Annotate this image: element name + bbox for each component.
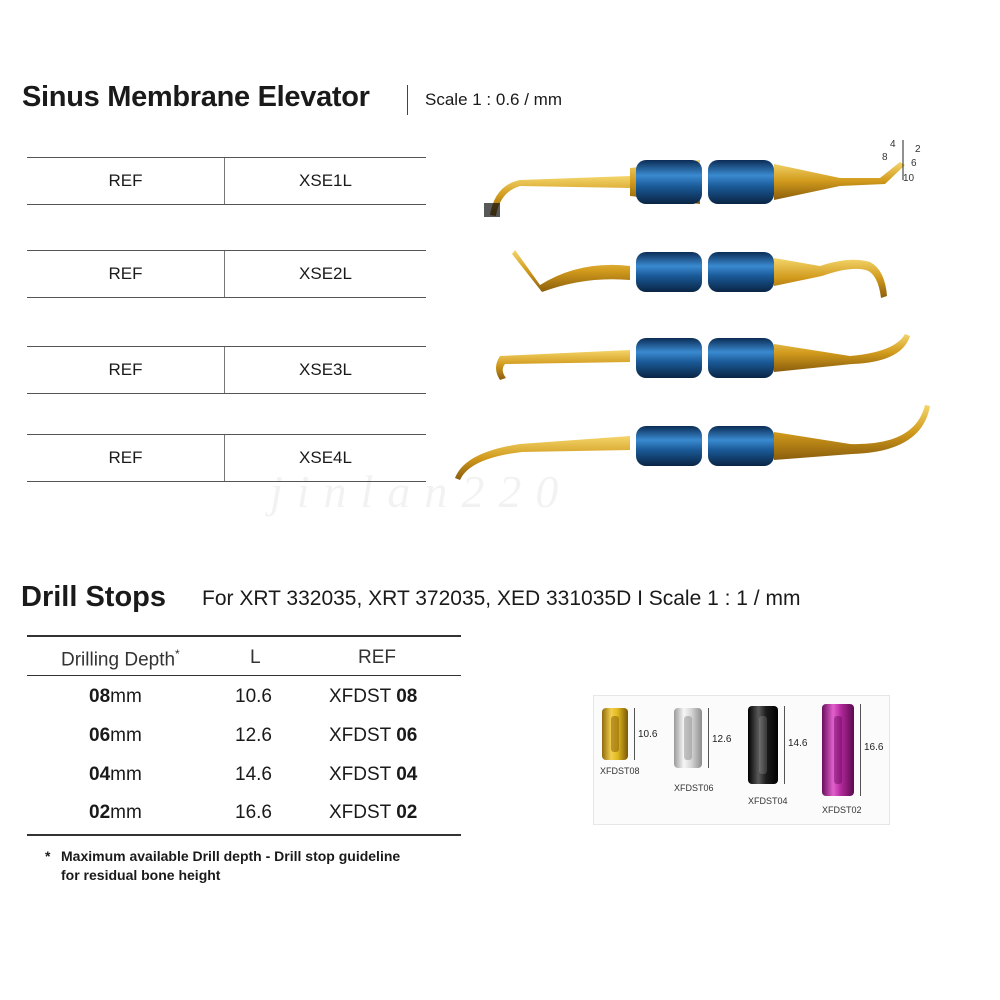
drill-stop-xfdst04 <box>748 706 778 784</box>
table-bottom-rule <box>27 834 461 836</box>
depth-cell: 04mm <box>89 764 142 785</box>
ref-cell: XFDST 04 <box>329 764 418 785</box>
ref-label: REF <box>27 435 225 481</box>
stop-label-08: XFDST08 <box>600 766 640 776</box>
l-cell: 12.6 <box>235 725 272 746</box>
stop-length-06: 12.6 <box>712 734 732 745</box>
table-top-rule <box>27 635 461 637</box>
footnote-mark: * <box>175 647 180 661</box>
instrument-xse3l <box>496 334 910 380</box>
ref-label: REF <box>27 158 225 204</box>
stop-label-02: XFDST02 <box>822 805 862 815</box>
col-header-depth <box>61 647 180 671</box>
ref-code: XSE2L <box>299 264 352 283</box>
elevator-title: Sinus Membrane Elevator <box>22 81 370 113</box>
tip-mark-2: 2 <box>915 144 921 155</box>
depth-cell: 08mm <box>89 686 142 707</box>
footnote-line-2: for residual bone height <box>61 867 221 883</box>
l-cell: 16.6 <box>235 802 272 823</box>
ref-cell: XFDST 02 <box>329 802 418 823</box>
stop-length-02: 16.6 <box>864 742 884 753</box>
ref-code: XSE3L <box>299 360 352 379</box>
drill-stop-xfdst08 <box>602 708 628 760</box>
drill-stop-xfdst02 <box>822 704 854 796</box>
stop-label-04: XFDST04 <box>748 796 788 806</box>
ref-code: XSE4L <box>299 448 352 467</box>
ref-label: REF <box>27 347 225 393</box>
stop-length-04: 14.6 <box>788 738 808 749</box>
l-cell: 10.6 <box>235 686 272 707</box>
tip-mark-8: 8 <box>882 152 888 163</box>
drill-stops-title: Drill Stops <box>21 581 167 613</box>
instrument-xse1l <box>484 140 905 217</box>
table-header-rule <box>27 675 461 676</box>
instrument-xse2l <box>512 250 887 298</box>
col-header-l: L <box>250 647 261 668</box>
footnote-line-1: Maximum available Drill depth - Drill stop guideline <box>61 848 401 864</box>
drill-stops-subtitle: For XRT 332035, XRT 372035, XED 331035D I Scale 1 : 1 / mm <box>202 587 801 610</box>
footnote <box>45 847 465 885</box>
watermark: jinlan220 <box>270 466 573 517</box>
ref-row-xse2l <box>27 250 426 298</box>
col-header-ref: REF <box>358 647 396 668</box>
ref-cell: XFDST 08 <box>329 686 418 707</box>
stop-length-08: 10.6 <box>638 729 658 740</box>
depth-cell: 06mm <box>89 725 142 746</box>
title-separator <box>407 85 408 115</box>
elevator-scale: Scale 1 : 0.6 / mm <box>425 90 562 109</box>
ref-row-xse1l <box>27 157 426 205</box>
elevator-instruments-image <box>440 110 960 510</box>
depth-cell: 02mm <box>89 802 142 823</box>
ref-cell: XFDST 06 <box>329 725 418 746</box>
drill-stop-xfdst06 <box>674 708 702 768</box>
stop-label-06: XFDST06 <box>674 783 714 793</box>
tip-mark-4: 4 <box>890 139 896 150</box>
ref-label: REF <box>27 251 225 297</box>
tip-mark-6: 6 <box>911 158 917 169</box>
col-header-depth-text: Drilling Depth <box>61 649 176 671</box>
drill-stops-image <box>593 695 890 825</box>
ref-row-xse3l <box>27 346 426 394</box>
ref-code: XSE1L <box>299 171 352 190</box>
l-cell: 14.6 <box>235 764 272 785</box>
footnote-asterisk: * <box>45 848 51 864</box>
tip-mark-10: 10 <box>903 173 915 184</box>
